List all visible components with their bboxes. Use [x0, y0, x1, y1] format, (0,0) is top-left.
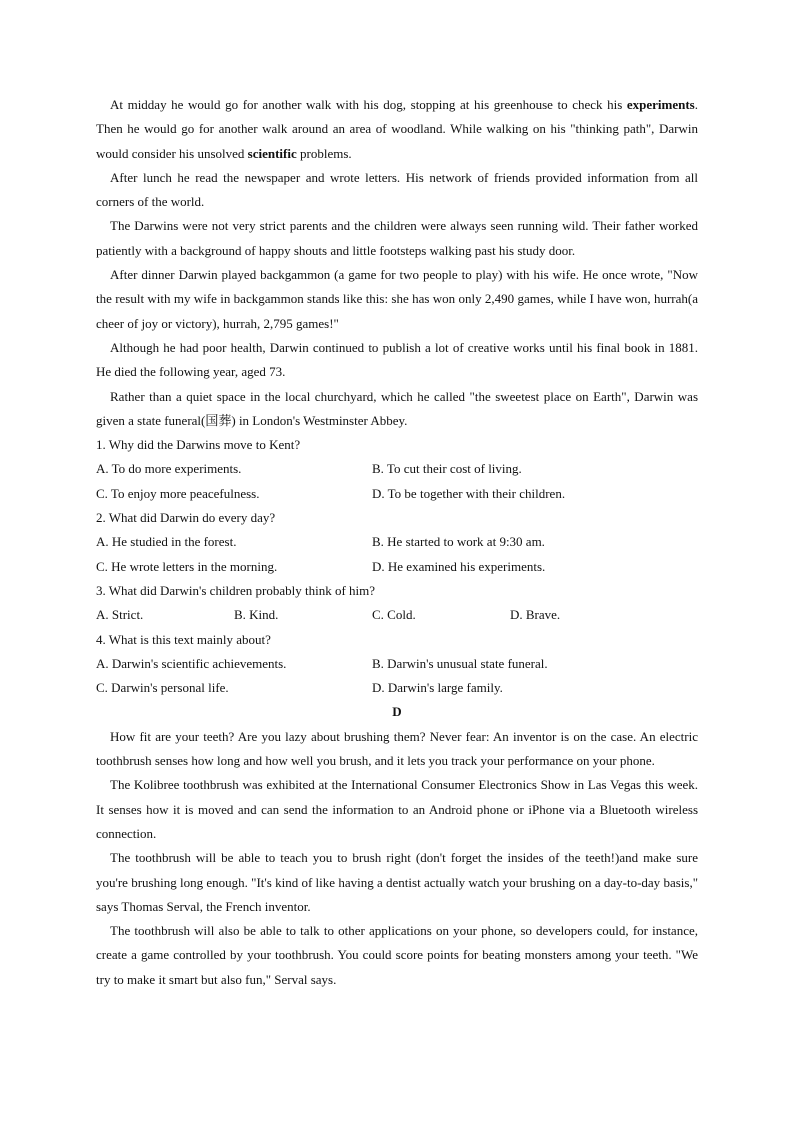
paragraph: The toothbrush will also be able to talk to other applications on your phone, so developers could, for instance, create a game controlled by your toothbrush. You could score points for beating monsters among your teeth. "We try to make it smart but also fun," Serval says.	[96, 923, 698, 987]
passage-d	[96, 725, 698, 992]
question-stem: 1. Why did the Darwins move to Kent?	[96, 437, 301, 453]
option-row	[96, 676, 698, 700]
answer-option: D. Darwin's large family.	[372, 680, 503, 696]
text-run: . Then he would go for another walk around an area of woodland. While walking on his "thinking path", Darwin would consider his unsolved	[96, 97, 698, 161]
section-d-label: D	[392, 704, 402, 720]
document-page	[96, 93, 698, 992]
text-run: The Darwins were not very strict parents and the children were always seen running wild. Their father worked patiently with a background of happy shouts and little footsteps walking past his study door.	[96, 218, 698, 258]
text-run: After lunch he read the newspaper and wrote letters. His network of friends provided information from all corners of the world.	[96, 169, 698, 210]
answer-option: D. To be together with their children.	[372, 485, 566, 501]
answer-option: D. He examined his experiments.	[372, 558, 546, 574]
text-run: Although he had poor health, Darwin continued to publish a lot of creative works until his final book in 1881. He died the following year, aged 73.	[96, 339, 698, 380]
question-list	[96, 433, 698, 700]
answer-option: A. To do more experiments.	[96, 461, 242, 477]
text-run: After dinner Darwin played backgammon (a game for two people to play) with his wife. He once wrote, "Now the result with my wife in backgammon stands like this: she has won only 2,490 games, while I have won, hurrah(a cheer of joy or victory), hurrah, 2,795 games!"	[96, 267, 698, 331]
answer-option: C. To enjoy more peacefulness.	[96, 485, 260, 501]
text-run: At midday he would go for another walk with his dog, stopping at his greenhouse to check his	[110, 97, 627, 112]
text-run: Rather than a quiet space in the local churchyard, which he called "the sweetest place on Earth", Darwin was given a state funeral(国葬) in London's Westminster Abbey.	[96, 388, 698, 428]
paragraph: How fit are your teeth? Are you lazy about brushing them? Never fear: An inventor is on the case. An electric toothbrush senses how long and how well you brush, and it lets you track your performance on your phone.	[96, 728, 698, 769]
text-run: problems.	[296, 145, 352, 161]
answer-option: A. Strict.	[96, 607, 144, 623]
answer-option: C. Darwin's personal life.	[96, 680, 229, 696]
question-stem: 2. What did Darwin do every day?	[96, 510, 276, 526]
question-stem: 4. What is this text mainly about?	[96, 631, 271, 647]
passage-c	[96, 93, 698, 433]
answer-option: C. Cold.	[372, 607, 416, 623]
option-row	[96, 652, 698, 676]
paragraph	[96, 263, 698, 336]
option-row	[96, 603, 698, 627]
question-stem: 3. What did Darwin's children probably think of him?	[96, 582, 376, 598]
answer-option: B. Darwin's unusual state funeral.	[372, 655, 548, 671]
answer-option: B. To cut their cost of living.	[372, 461, 522, 477]
paragraph	[96, 385, 698, 434]
answer-option: B. He started to work at 9:30 am.	[372, 534, 545, 550]
paragraph: The toothbrush will be able to teach you to brush right (don't forget the insides of the teeth!)and make sure you're brushing long enough. "It's kind of like having a dentist actually watch your brushing on a day-to-day basis," says Thomas Serval, the French inventor.	[96, 850, 698, 914]
bold-term: scientific	[247, 145, 297, 161]
answer-option: A. Darwin's scientific achievements.	[96, 655, 287, 671]
option-row	[96, 457, 698, 481]
paragraph: The Kolibree toothbrush was exhibited at the International Consumer Electronics Show in Las Vegas this week. It senses how it is moved and can send the information to an Android phone or iPhone via a Bluetooth wireless connection.	[96, 777, 698, 841]
paragraph	[96, 336, 698, 385]
paragraph	[96, 93, 698, 166]
option-row	[96, 482, 698, 506]
answer-option: A. He studied in the forest.	[96, 534, 237, 550]
bold-term: experiments	[626, 97, 695, 112]
answer-option: D. Brave.	[510, 607, 561, 623]
answer-option: B. Kind.	[234, 607, 279, 623]
option-row	[96, 555, 698, 579]
paragraph	[96, 214, 698, 263]
paragraph	[96, 166, 698, 215]
option-row	[96, 530, 698, 554]
answer-option: C. He wrote letters in the morning.	[96, 558, 278, 574]
